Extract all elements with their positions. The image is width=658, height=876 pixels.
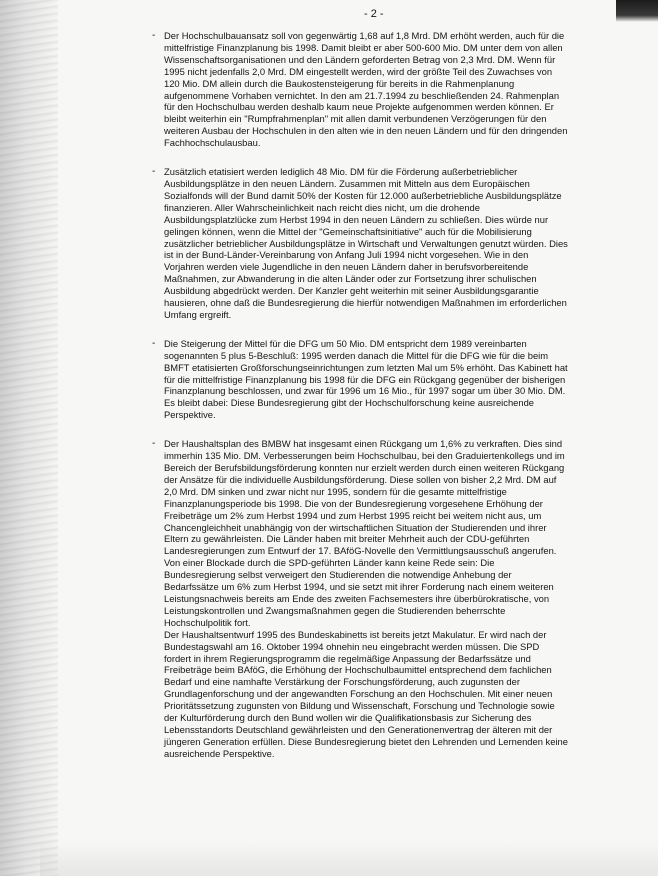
paragraph-hochschulbau xyxy=(152,30,568,149)
paragraph-text: Der Haushaltsplan des BMBW hat insgesamt einen Rückgang um 1,6% zu verkraften. Dies sind immerhin 135 Mio. DM. Verbesserungen beim Hochschulbau, bei den Graduiertenkollegs und im Bereich der Berufsbildungsförderung konnten nur erzielt werden durch einen weiteren Rückgang der Ansätze für die individuelle Ausbildungsförderung. Diese sollen von bisher 2,2 Mrd. DM auf 2,0 Mrd. DM sinken und zwar nicht nur 1995, sondern für die gesamte mittelfristige Finanzplanungsperiode bis 1998. Die von der Bundesregierung vorgesehene Erhöhung der Freibeträge um 2% zum Herbst 1994 und zum Herbst 1995 reicht bei weitem nicht aus, um Chancengleichheit unabhängig von der wirtschaftlichen Situation der Studierenden und ihrer Eltern zu gewährleisten. Die Länder haben mit breiter Mehrheit auch der CDU-geführten Landesregierungen zum Entwurf der 17. BAföG-Novelle den Vermittlungsausschuß angerufen. Von einer Blockade durch die SPD-geführten Länder kann keine Rede sein: Die Bundesregierung selbst verweigert den Studierenden die notwendige Anhebung der Bedarfssätze um 6% zum Herbst 1994, und sie setzt mit ihrer Forderung nach einem weiteren Leistungsnachweis bereits am Ende des zweiten Fachsemesters ihre überbürokratische, von Leistungskontrollen und Zwangsmaßnahmen gegen die Studierenden beherrschte Hochschulpolitik fort. xyxy=(164,438,565,628)
paragraph-text: Die Steigerung der Mittel für die DFG um 50 Mio. DM entspricht dem 1989 vereinbarten sogenannten 5 plus 5-Beschluß: 1995 werden danach die Mittel für die DFG wie für die beim BMFT etatisierten Großforschungseinrichtungen zum letzten Mal um 5% erhöht. Das Kabinett hat für die mittelfristige Finanzplanung bis 1998 für die DFG ein Rückgang gegenüber der bisherigen Finanzplanung beschlossen, und zwar für 1996 um 16 Mio., für 1997 sogar um über 30 Mio. DM. Es bleibt dabei: Diese Bundesregierung gibt der Hochschulforschung keine ausreichende Perspektive. xyxy=(164,337,568,421)
paragraph-haushaltsplan xyxy=(152,438,568,759)
scan-bottom-shadow xyxy=(40,840,658,876)
paragraph-text-continued: Der Haushaltsentwurf 1995 des Bundeskabinetts ist bereits jetzt Makulatur. Er wird nach der Bundestagswahl am 16. Oktober 1994 ohnehin neu eingebracht werden müssen. Die SPD fordert in ihrem Regierungsprogramm die regelmäßige Anpassung der Bedarfssätze und Freibeträge beim BAföG, die Erhöhung der Hochschulbaumittel entsprechend dem fachlichen Bedarf und eine namhafte Verstärkung der Forschungsförderung, auch zugunsten der Grundlagenforschung und der angewandten Forschung an den Hochschulen. Mit einer neuen Prioritätssetzung zugunsten von Bildung und Wissenschaft, Forschung und Technologie sowie der Kulturförderung durch den Bund wollen wir die Qualifikationsbasis zur Sicherung des Lebensstandorts Deutschland gewährleisten und den Generationenvertrag der älteren mit der jüngeren Generation erfüllen. Diese Bundesregierung bietet den Lehrenden und Lernenden keine ausreichende Perspektive. xyxy=(164,628,568,759)
bullet-dash: - xyxy=(152,30,156,41)
paragraph-dfg xyxy=(152,337,568,421)
bullet-dash: - xyxy=(152,438,156,450)
scan-corner-mark xyxy=(616,0,658,22)
bullet-dash: - xyxy=(152,166,156,178)
document-body xyxy=(152,30,568,777)
page-number: - 2 - xyxy=(364,8,384,20)
paragraph-text: Zusätzlich etatisiert werden lediglich 48 Mio. DM für die Förderung außerbetrieblicher Ausbildungsplätze in den neuen Ländern. Zusammen mit Mitteln aus dem Europäischen Sozialfonds will der Bund damit 50% der Kosten für 12.000 außerbetriebliche Ausbildungsplätze finanzieren. Aller Wahrscheinlichkeit nach reicht dies nicht, um die drohende Ausbildungsplatzlücke zum Herbst 1994 in den neuen Ländern zu schließen. Dies würde nur gelingen können, wenn die Mittel der "Gemeinschaftsinitiative" auch für die Mobilisierung zusätzlicher betrieblicher Ausbildungsplätze in Wirtschaft und Verwaltungen genutzt würden. Dies ist in der Bund-Länder-Vereinbarung von Anfang Juli 1994 nicht vorgesehen. Wie in den Vorjahren werden viele Jugendliche in den neuen Ländern daher in berufsvorbereitende Maßnahmen, zur Abwanderung in die alten Länder oder zur Fortsetzung ihrer schulischen Ausbildung abgedrückt werden. Der Kanzler geht weiterhin mit seiner Ausbildungsgarantie hausieren, ohne daß die Bundesregierung die hierfür notwendigen Maßnahmen im erforderlichen Umfang ergreift. xyxy=(164,166,568,320)
bullet-dash: - xyxy=(152,337,156,349)
paragraph-text: Der Hochschulbauansatz soll von gegenwärtig 1,68 auf 1,8 Mrd. DM erhöht werden, auch für die mittelfristige Finanzplanung bis 1998. Damit bleibt er aber 500-600 Mio. DM unter dem von allen Wissenschaftsorganisationen und den Ländern geforderten Betrag von 2,3 Mrd. DM. Wenn für 1995 nicht jedenfalls 2,0 Mrd. DM eingestellt werden, wird der größte Teil des Zuwachses von 120 Mio. DM allein durch die Baukostensteigerung für bereits in die Rahmenplanung aufgenommene Vorhaben vernichtet. In den am 21.7.1994 zu beschließenden 24. Rahmenplan für den Hochschulbau werden deshalb kaum neue Projekte aufgenommen werden können. Er bleibt weiterhin ein "Rumpfrahmenplan" mit allen damit verbundenen Verzögerungen für den weiteren Ausbau der Hochschulen in den alten wie in den neuen Ländern und für den dringenden Fachhochschulausbau. xyxy=(164,30,568,149)
scan-edge-shadow xyxy=(0,0,58,876)
paragraph-ausbildungsplaetze xyxy=(152,166,568,321)
